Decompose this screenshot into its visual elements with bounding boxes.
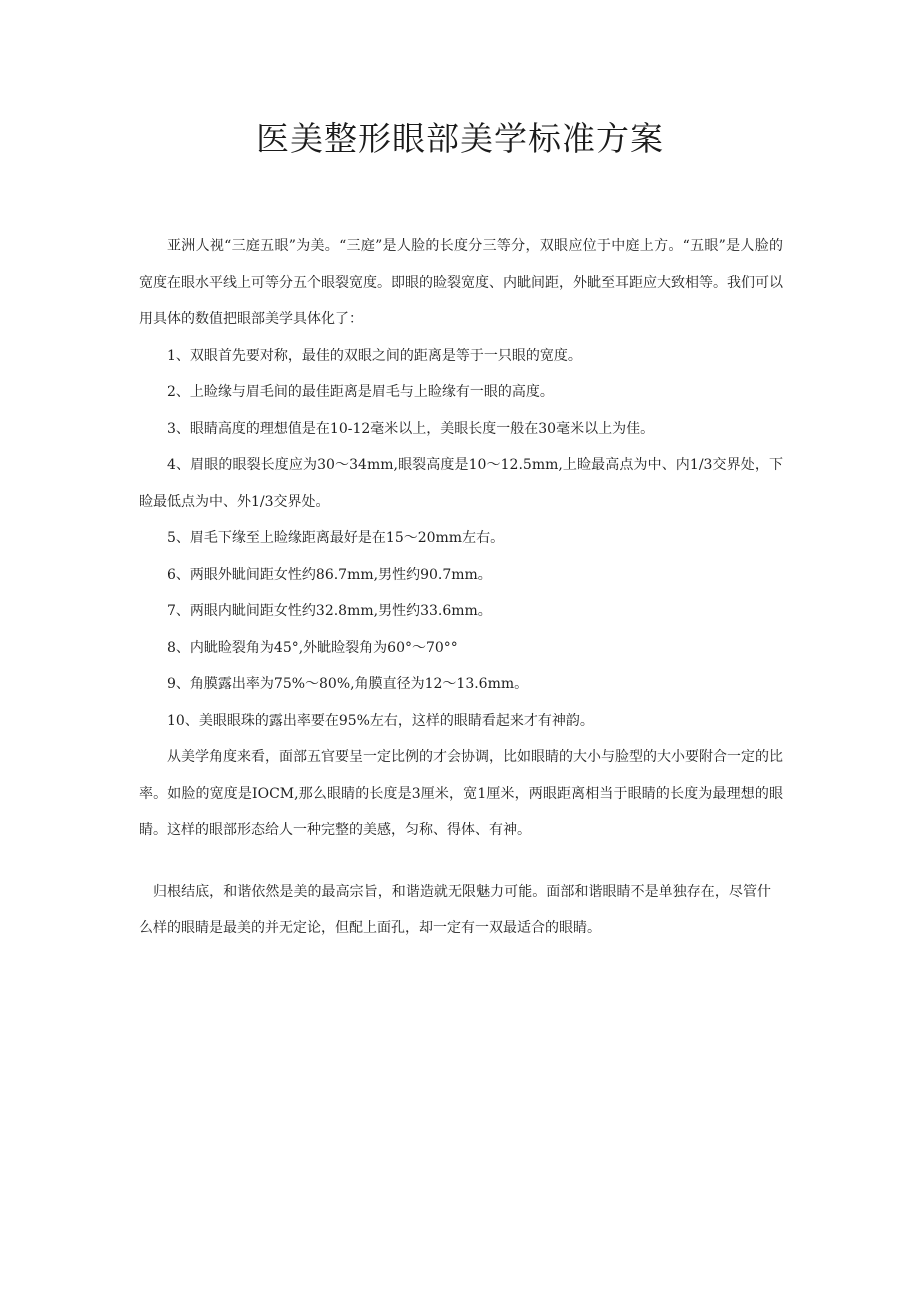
list-item: 8、内眦睑裂角为45°,外眦睑裂角为60°～70°° <box>167 639 458 656</box>
list-item: 6、两眼外眦间距女性约86.7mm,男性约90.7mm。 <box>167 566 492 583</box>
page-title: 医美整形眼部美学标准方案 <box>256 119 664 158</box>
list-item: 9、角膜露出率为75%～80%,角膜直径为12～13.6mm。 <box>167 676 529 692</box>
list-item: 2、上睑缘与眉毛间的最佳距离是眉毛与上睑缘有一眼的高度。 <box>167 384 554 400</box>
list-item: 5、眉毛下缘至上睑缘距离最好是在15～20mm左右。 <box>167 530 505 546</box>
intro-paragraph: 亚洲人视“三庭五眼”为美。“三庭”是人脸的长度分三等分，双眼应位于中庭上方。“五眼”是人脸的宽度在眼水平线上可等分五个眼裂宽度。即眼的睑裂宽度、内眦间距，外眦至耳距应大致相等。我们可以用具体的数值把眼部美学具体化了： <box>139 238 783 327</box>
list-item: 7、两眼内眦间距女性约32.8mm,男性约33.6mm。 <box>167 603 492 619</box>
list-item: 4、眉眼的眼裂长度应为30～34mm,眼裂高度是10～12.5mm,上睑最高点为中、内1/3交界处，下睑最低点为中、外1/3交界处。 <box>139 457 783 510</box>
list-item: 3、眼睛高度的理想值是在10-12毫米以上，美眼长度一般在30毫米以上为佳。 <box>167 420 655 437</box>
document-body <box>139 228 783 946</box>
closing-paragraph: 归根结底，和谐依然是美的最高宗旨，和谐造就无限魅力可能。面部和谐眼睛不是单独存在，尽管什么样的眼睛是最美的并无定论，但配上面孔，却一定有一双最适合的眼睛。 <box>139 883 771 936</box>
paragraph-spacer <box>139 849 783 874</box>
list-item: 1、双眼首先要对称，最佳的双眼之间的距离是等于一只眼的宽度。 <box>167 347 582 364</box>
list-item: 10、美眼眼珠的露出率要在95%左右，这样的眼睛看起来才有神韵。 <box>167 712 594 729</box>
aesthetics-paragraph: 从美学角度来看，面部五官要呈一定比例的才会协调，比如眼睛的大小与脸型的大小要附合一定的比率。如脸的宽度是IOCM,那么眼睛的长度是3厘米，宽1厘米，两眼距离相当于眼睛的长度为最理想的眼睛。这样的眼部形态给人一种完整的美感，匀称、得体、有神。 <box>139 749 783 838</box>
